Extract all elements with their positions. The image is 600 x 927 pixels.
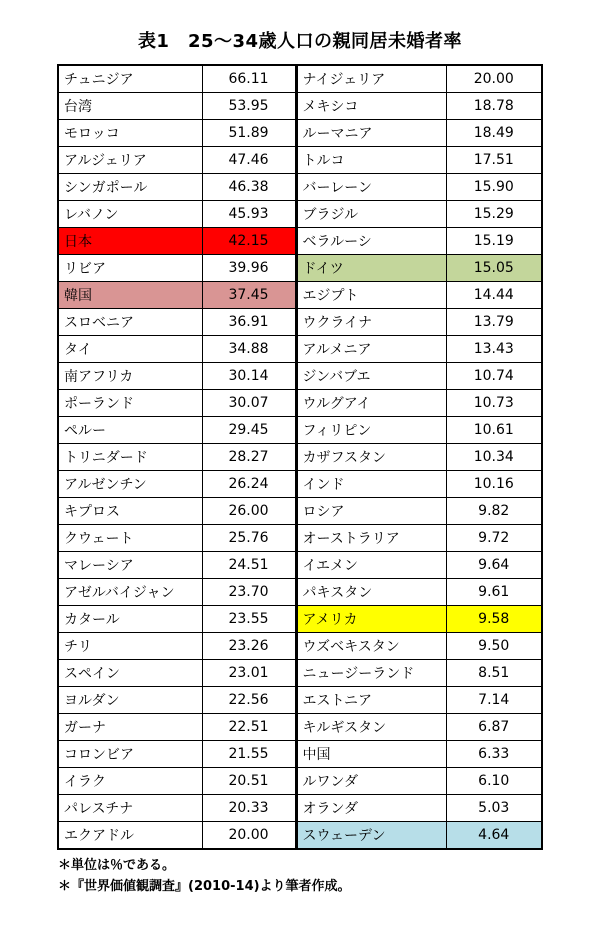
left-country-cell: アゼルバイジャン: [58, 579, 202, 606]
left-country-cell: イラク: [58, 768, 202, 795]
left-value-cell: 51.89: [202, 120, 296, 147]
left-value-cell: 26.24: [202, 471, 296, 498]
table-row: [58, 714, 542, 741]
right-value-cell: 10.74: [446, 363, 542, 390]
left-country-cell: マレーシア: [58, 552, 202, 579]
left-value-cell: 23.26: [202, 633, 296, 660]
right-country-cell: エストニア: [296, 687, 446, 714]
right-value-cell: 18.49: [446, 120, 542, 147]
left-value-cell: 20.51: [202, 768, 296, 795]
right-country-cell: フィリピン: [296, 417, 446, 444]
left-value-cell: 53.95: [202, 93, 296, 120]
table-row: [58, 660, 542, 687]
left-value-cell: 47.46: [202, 147, 296, 174]
left-value-cell: 30.14: [202, 363, 296, 390]
table-row: [58, 633, 542, 660]
right-country-cell: ナイジェリア: [296, 65, 446, 93]
right-country-cell: ウルグアイ: [296, 390, 446, 417]
left-value-cell: 39.96: [202, 255, 296, 282]
right-value-cell: 15.05: [446, 255, 542, 282]
left-country-cell: 南アフリカ: [58, 363, 202, 390]
right-value-cell: 9.72: [446, 525, 542, 552]
table-row: [58, 174, 542, 201]
table-row: [58, 579, 542, 606]
left-value-cell: 25.76: [202, 525, 296, 552]
table-row: [58, 309, 542, 336]
unit-note: ＊単位は％である。: [58, 858, 176, 873]
left-country-cell: 日本: [58, 228, 202, 255]
right-country-cell: ブラジル: [296, 201, 446, 228]
right-country-cell: ニュージーランド: [296, 660, 446, 687]
right-country-cell: ウズベキスタン: [296, 633, 446, 660]
table-row: [58, 336, 542, 363]
left-value-cell: 22.56: [202, 687, 296, 714]
left-country-cell: 韓国: [58, 282, 202, 309]
left-value-cell: 23.01: [202, 660, 296, 687]
right-value-cell: 13.79: [446, 309, 542, 336]
comparison-table: [57, 64, 543, 850]
right-value-cell: 9.61: [446, 579, 542, 606]
table-title: 表1 25〜34歳人口の親同居未婚者率: [137, 31, 463, 52]
right-country-cell: インド: [296, 471, 446, 498]
right-value-cell: 9.58: [446, 606, 542, 633]
left-value-cell: 29.45: [202, 417, 296, 444]
table-row: [58, 93, 542, 120]
left-value-cell: 20.33: [202, 795, 296, 822]
left-country-cell: リビア: [58, 255, 202, 282]
right-value-cell: 9.50: [446, 633, 542, 660]
right-country-cell: バーレーン: [296, 174, 446, 201]
right-country-cell: イエメン: [296, 552, 446, 579]
left-value-cell: 22.51: [202, 714, 296, 741]
left-country-cell: ヨルダン: [58, 687, 202, 714]
left-country-cell: エクアドル: [58, 822, 202, 850]
left-country-cell: レバノン: [58, 201, 202, 228]
right-value-cell: 8.51: [446, 660, 542, 687]
left-country-cell: アルジェリア: [58, 147, 202, 174]
right-value-cell: 13.43: [446, 336, 542, 363]
left-country-cell: モロッコ: [58, 120, 202, 147]
table-row: [58, 282, 542, 309]
right-value-cell: 18.78: [446, 93, 542, 120]
left-country-cell: クウェート: [58, 525, 202, 552]
table-row: [58, 687, 542, 714]
right-country-cell: 中国: [296, 741, 446, 768]
left-country-cell: タイ: [58, 336, 202, 363]
left-value-cell: 23.55: [202, 606, 296, 633]
right-country-cell: アメリカ: [296, 606, 446, 633]
table-row: [58, 741, 542, 768]
right-value-cell: 10.34: [446, 444, 542, 471]
table-row: [58, 65, 542, 93]
right-country-cell: オランダ: [296, 795, 446, 822]
left-country-cell: トリニダード: [58, 444, 202, 471]
table-row: [58, 147, 542, 174]
table-row: [58, 444, 542, 471]
right-value-cell: 6.33: [446, 741, 542, 768]
right-country-cell: エジプト: [296, 282, 446, 309]
table-row: [58, 363, 542, 390]
right-value-cell: 5.03: [446, 795, 542, 822]
left-country-cell: アルゼンチン: [58, 471, 202, 498]
left-country-cell: パレスチナ: [58, 795, 202, 822]
table-row: [58, 822, 542, 850]
left-value-cell: 66.11: [202, 65, 296, 93]
table-body: [58, 65, 542, 849]
right-value-cell: 17.51: [446, 147, 542, 174]
right-value-cell: 10.73: [446, 390, 542, 417]
left-value-cell: 28.27: [202, 444, 296, 471]
table-row: [58, 795, 542, 822]
right-value-cell: 15.90: [446, 174, 542, 201]
left-value-cell: 34.88: [202, 336, 296, 363]
table-row: [58, 606, 542, 633]
table-row: [58, 768, 542, 795]
table-row: [58, 498, 542, 525]
left-value-cell: 30.07: [202, 390, 296, 417]
source-note: ＊『世界価値観調査』(2010-14)より筆者作成。: [58, 879, 351, 894]
left-country-cell: ガーナ: [58, 714, 202, 741]
right-value-cell: 6.87: [446, 714, 542, 741]
left-country-cell: 台湾: [58, 93, 202, 120]
left-country-cell: コロンビア: [58, 741, 202, 768]
left-value-cell: 26.00: [202, 498, 296, 525]
right-country-cell: ロシア: [296, 498, 446, 525]
right-country-cell: ウクライナ: [296, 309, 446, 336]
table-row: [58, 120, 542, 147]
right-value-cell: 10.61: [446, 417, 542, 444]
left-value-cell: 36.91: [202, 309, 296, 336]
right-value-cell: 9.64: [446, 552, 542, 579]
right-value-cell: 14.44: [446, 282, 542, 309]
left-country-cell: チリ: [58, 633, 202, 660]
table-row: [58, 255, 542, 282]
left-value-cell: 24.51: [202, 552, 296, 579]
right-value-cell: 10.16: [446, 471, 542, 498]
table-row: [58, 525, 542, 552]
right-country-cell: トルコ: [296, 147, 446, 174]
left-value-cell: 23.70: [202, 579, 296, 606]
right-country-cell: オーストラリア: [296, 525, 446, 552]
footnotes: [58, 855, 600, 897]
table-row: [58, 471, 542, 498]
table-row: [58, 390, 542, 417]
right-country-cell: パキスタン: [296, 579, 446, 606]
table-row: [58, 201, 542, 228]
right-country-cell: カザフスタン: [296, 444, 446, 471]
table-row: [58, 552, 542, 579]
left-value-cell: 42.15: [202, 228, 296, 255]
left-country-cell: キプロス: [58, 498, 202, 525]
right-country-cell: アルメニア: [296, 336, 446, 363]
right-country-cell: ルワンダ: [296, 768, 446, 795]
right-value-cell: 9.82: [446, 498, 542, 525]
right-value-cell: 15.19: [446, 228, 542, 255]
left-country-cell: カタール: [58, 606, 202, 633]
right-value-cell: 4.64: [446, 822, 542, 850]
left-value-cell: 20.00: [202, 822, 296, 850]
right-country-cell: ルーマニア: [296, 120, 446, 147]
left-country-cell: シンガポール: [58, 174, 202, 201]
left-country-cell: スペイン: [58, 660, 202, 687]
right-value-cell: 6.10: [446, 768, 542, 795]
left-value-cell: 37.45: [202, 282, 296, 309]
right-country-cell: キルギスタン: [296, 714, 446, 741]
right-country-cell: メキシコ: [296, 93, 446, 120]
table-row: [58, 228, 542, 255]
left-value-cell: 21.55: [202, 741, 296, 768]
right-country-cell: スウェーデン: [296, 822, 446, 850]
left-country-cell: ポーランド: [58, 390, 202, 417]
right-country-cell: ジンバブエ: [296, 363, 446, 390]
left-country-cell: チュニジア: [58, 65, 202, 93]
left-country-cell: スロベニア: [58, 309, 202, 336]
left-value-cell: 46.38: [202, 174, 296, 201]
right-country-cell: ドイツ: [296, 255, 446, 282]
left-value-cell: 45.93: [202, 201, 296, 228]
right-value-cell: 15.29: [446, 201, 542, 228]
table-row: [58, 417, 542, 444]
right-country-cell: ベラルーシ: [296, 228, 446, 255]
right-value-cell: 7.14: [446, 687, 542, 714]
right-value-cell: 20.00: [446, 65, 542, 93]
left-country-cell: ペルー: [58, 417, 202, 444]
